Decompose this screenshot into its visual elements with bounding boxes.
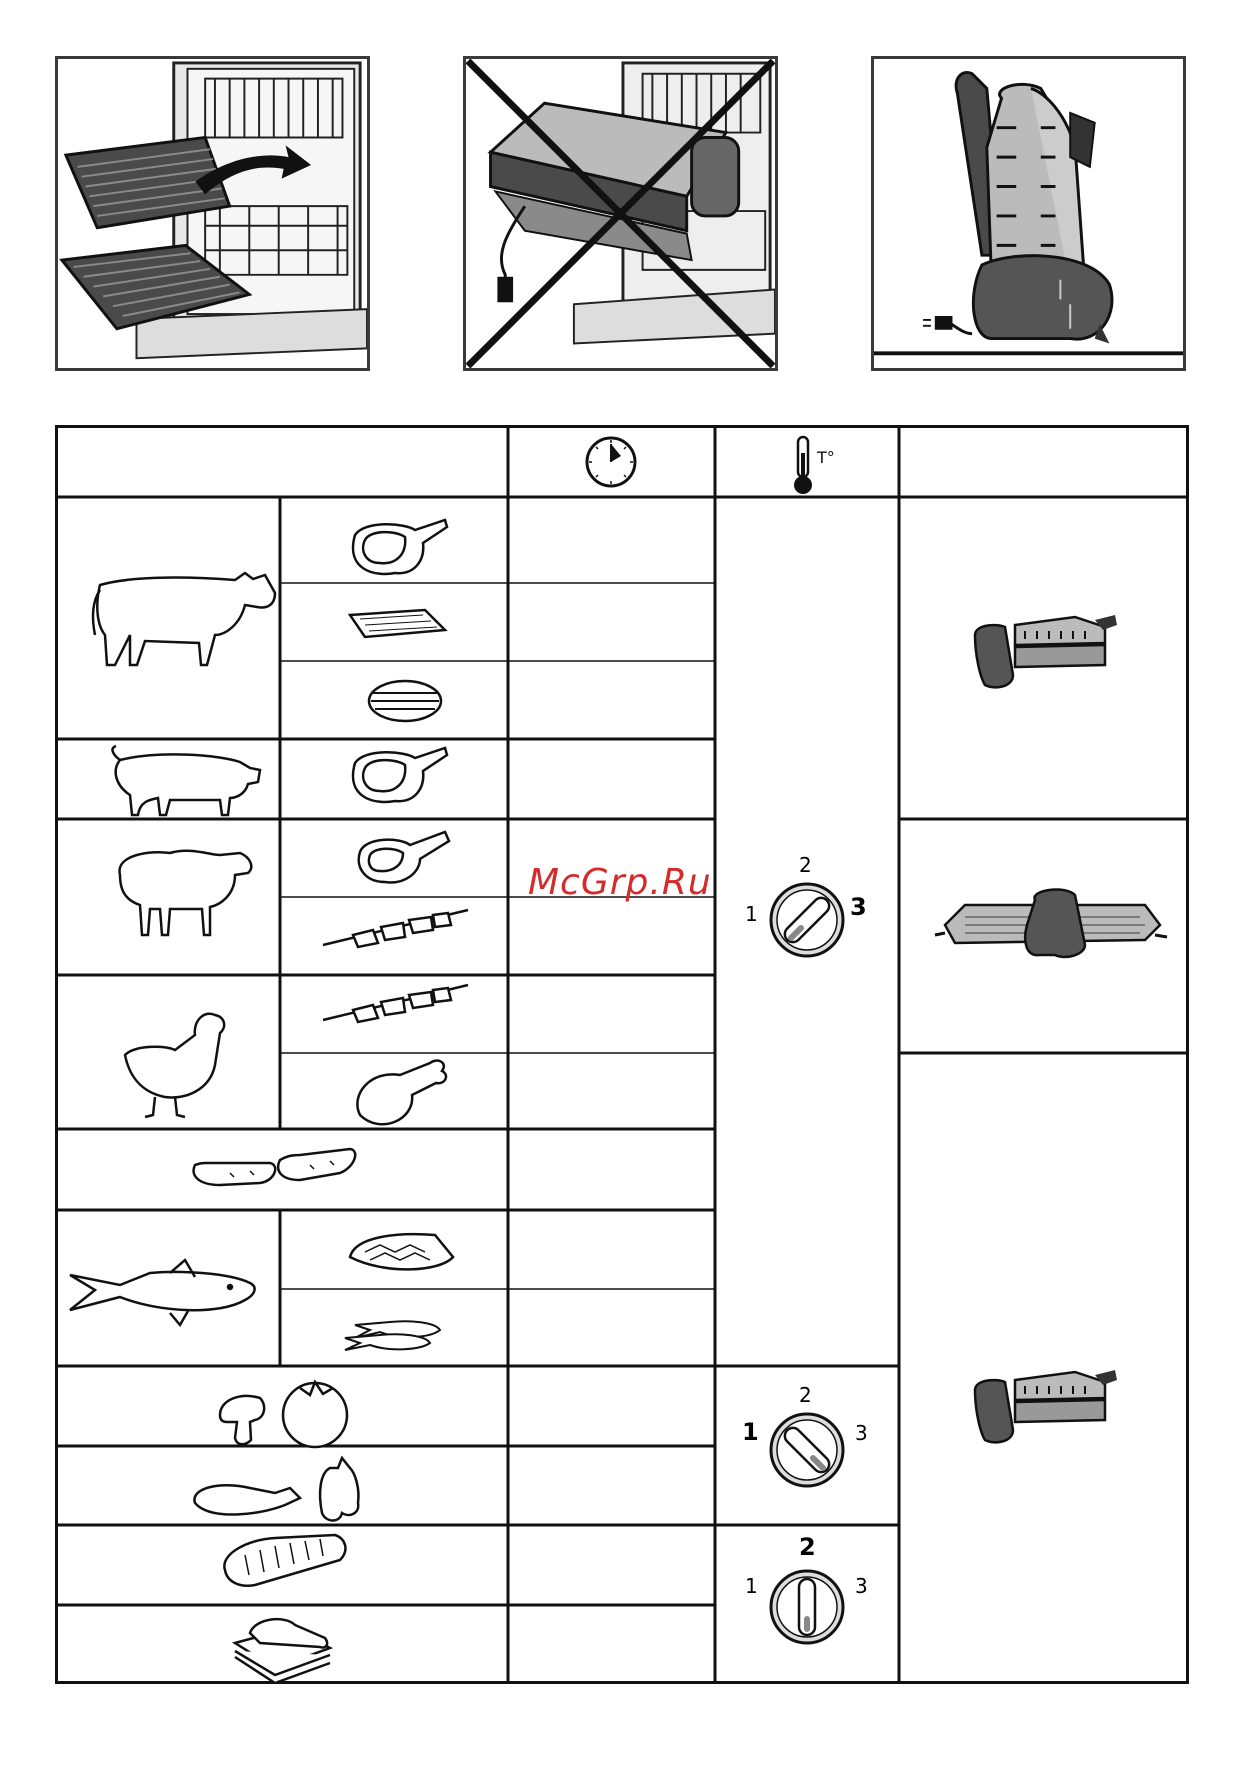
eggplant-pepper-icon xyxy=(194,1458,358,1521)
lamb-skewer-icon xyxy=(323,910,468,947)
dial-label-3-bold: 3 xyxy=(850,893,867,921)
chicken-icon xyxy=(125,1014,224,1117)
dial-label-3-low: 3 xyxy=(855,1421,868,1445)
dial-label-2-bold: 2 xyxy=(799,1533,816,1561)
temperature-dial-medium xyxy=(771,1571,843,1643)
temperature-dial-high xyxy=(771,884,843,956)
steak-tbone-icon xyxy=(353,520,447,574)
dial-label-1-bold: 1 xyxy=(742,1418,759,1446)
fish-icon xyxy=(70,1260,255,1325)
pork-icon xyxy=(113,746,260,815)
cooking-guide-table xyxy=(55,425,1189,1684)
grill-closed-position-icon-2 xyxy=(975,1370,1117,1442)
dial-label-1: 1 xyxy=(745,902,758,926)
watermark-text: McGrp.Ru xyxy=(528,862,712,903)
temperature-dial-low xyxy=(771,1414,843,1486)
timer-icon xyxy=(587,438,635,486)
dishwasher-plates-illustration xyxy=(55,56,370,371)
upright-storage-icon xyxy=(874,59,1183,368)
dial-label-2: 2 xyxy=(799,853,812,877)
dial-label-3-med: 3 xyxy=(855,1574,868,1598)
beef-icon xyxy=(93,573,275,665)
appliance-crossed-out-icon xyxy=(466,59,775,368)
dial-label-2-low: 2 xyxy=(799,1383,812,1407)
dial-label-1-med: 1 xyxy=(745,1574,758,1598)
burger-patty-icon xyxy=(369,681,441,721)
pork-chop-icon xyxy=(353,748,447,802)
toast-sandwich-icon xyxy=(235,1619,330,1683)
upright-storage-illustration xyxy=(871,56,1186,371)
lamb-icon xyxy=(120,851,252,935)
sausages-icon xyxy=(194,1149,356,1185)
small-fish-icon xyxy=(345,1321,440,1350)
sandwich-bread-icon xyxy=(224,1535,345,1586)
steak-fillet-icon xyxy=(350,610,445,637)
lamb-chop-icon xyxy=(359,832,449,882)
thermometer-label: T° xyxy=(817,448,835,467)
chicken-leg-icon xyxy=(357,1061,446,1125)
chicken-skewer-icon xyxy=(323,985,468,1022)
thermometer-icon xyxy=(794,437,812,494)
grill-open-barbecue-position-icon xyxy=(935,890,1167,957)
fish-fillet-icon xyxy=(350,1234,453,1269)
grill-closed-position-icon xyxy=(975,615,1117,687)
no-appliance-in-dishwasher-illustration xyxy=(463,56,778,371)
dishwasher-plates-icon xyxy=(58,59,367,368)
mushroom-tomato-icon xyxy=(220,1382,347,1447)
